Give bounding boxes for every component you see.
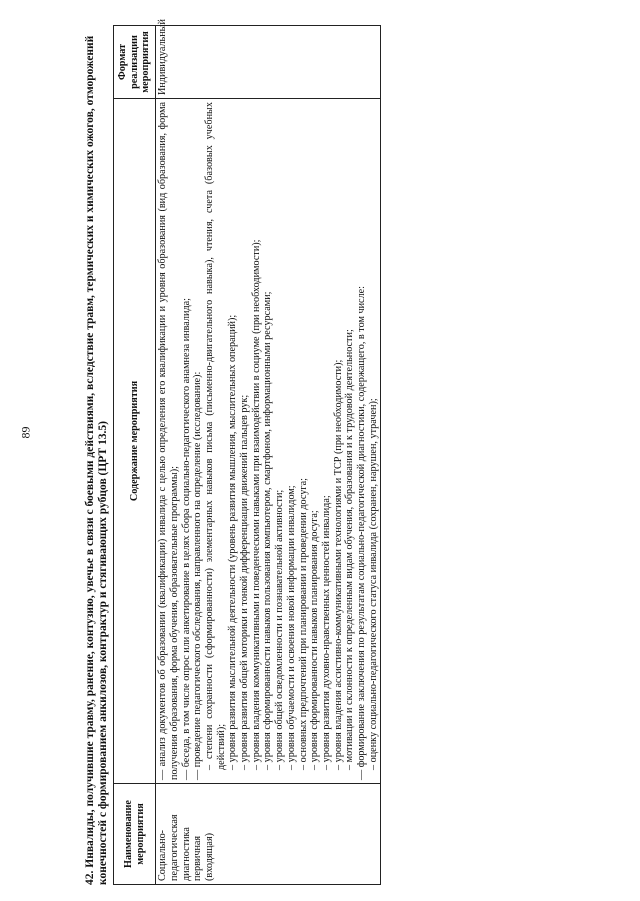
content-line: – уровня развития мыслительной деятельности (уровень развития мышления, мыслительных операций); (227, 314, 239, 770)
content-line: – уровня развития духовно-нравственных ценностей инвалида; (320, 495, 332, 770)
content-line: – уровня обучаемости и освоения новой информации инвалидом; (285, 485, 297, 770)
content-line: – оценку социально-педагогического статуса инвалида (сохранен, нарушен, утрачен); (367, 398, 379, 770)
content-line: – уровня владения коммуникативными и поведенческими навыками при взаимодействии в социуме (при необходимости); (250, 239, 262, 770)
content-line: – уровня сформированности навыков планирования досуга; (309, 510, 321, 770)
header-activity-name: Наименование мероприятия (114, 784, 156, 885)
header-activity-format: Формат реализации мероприятия (114, 26, 156, 99)
content-line: — анализ документов об образовании (квалификации) инвалида с целью определения его квалификации и уровня образования (вид образования, форма получения образования, форма обучения, образовательные программы); (157, 102, 180, 780)
activity-content-cell (156, 99, 381, 784)
section-title: 42. Инвалиды, получившие травму, ранение, контузию, увечье в связи с боевыми действиями, вследствие травм, термических и химических ожогов, отморожений конечностей с формированием анкилозов, контрактур и стягивающих рубцов (ЦРТ 13.5) (84, 35, 109, 885)
page-number: 89 (18, 426, 33, 439)
content-line: – уровня сформированности навыков пользования компьютером, смартфоном, информационными ресурсами; (262, 291, 274, 770)
content-line: — формирование заключения по результатам социально-педагогической диагностики, содержащего, в том числе: (356, 285, 368, 780)
content-line: – уровня развития общей моторики и тонкой дифференциации движений пальцев рук; (239, 394, 251, 770)
activity-format-cell: Индивидуальный (156, 26, 381, 99)
content-line: — проведение педагогического обследования, направленного на определение (исследование): (192, 371, 204, 780)
content-line: – уровня владения ассистивно-коммуникативными технологиями и ТСР (при необходимости); (332, 359, 344, 770)
rotated-page-content (84, 19, 640, 885)
activities-table (113, 19, 381, 885)
activity-name-cell: Социально-педагогическая диагностика первичная (входящая) (156, 784, 381, 885)
table-header-row (114, 26, 156, 885)
content-line: – мотивации и склонности к определенным видам обучения, образования и к трудовой деятельности; (344, 329, 356, 770)
content-line: – уровня общей осведомленности и познавательной активности; (274, 489, 286, 770)
header-activity-content: Содержание мероприятия (114, 99, 156, 784)
content-line: — беседа, в том числе опрос или анкетирование в целях сбора социально-педагогического анамнеза инвалида; (180, 298, 192, 780)
table-row (156, 26, 381, 885)
content-line: – основных предпочтений при планировании и проведении досуга; (297, 478, 309, 770)
content-line: – степени сохранности (сформированности) элементарных навыков письма (письменно-двигательного навыка), чтения, счета (базовых учебных действий); (203, 102, 227, 770)
